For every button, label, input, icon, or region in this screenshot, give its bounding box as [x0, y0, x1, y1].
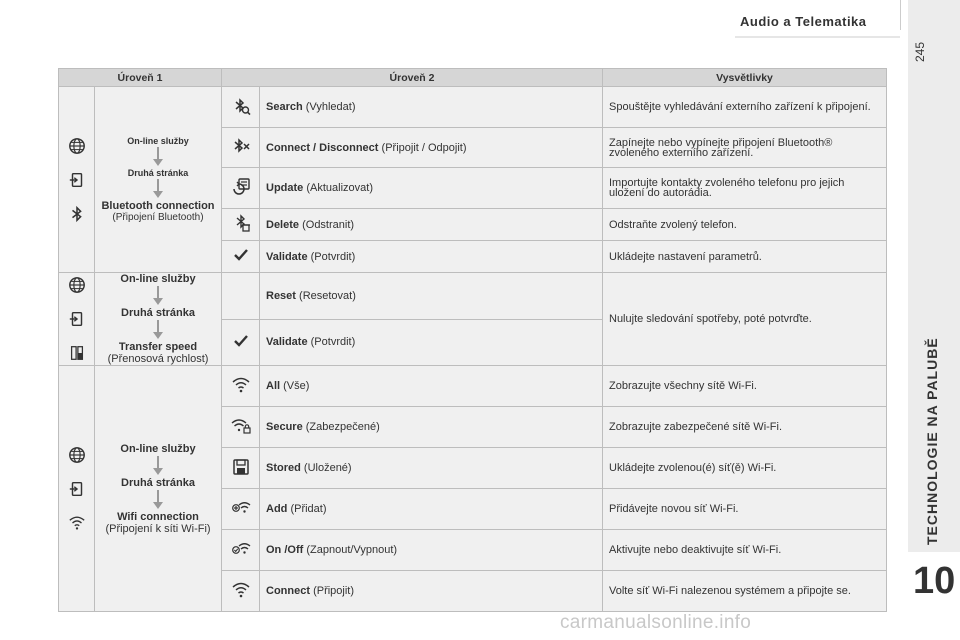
flow-step-bluetooth-cz: (Připojení Bluetooth) — [112, 212, 204, 223]
function-translation: (Potvrdit) — [310, 336, 356, 349]
flow-step-online: On-line služby — [127, 136, 189, 146]
group-icons-wifi — [59, 366, 95, 612]
table-header-row — [59, 69, 887, 87]
wifi-toggle-icon — [222, 530, 260, 571]
function-name: Connect — [266, 585, 310, 597]
header-rule — [735, 36, 900, 38]
function-description: Spouštějte vyhledávání externího zařízení k připojení. — [603, 87, 887, 128]
delete-icon — [222, 209, 260, 241]
page-header-title: Audio a Telematika — [740, 14, 867, 29]
function-name: Validate — [266, 250, 308, 263]
flow-step-online: On-line služby — [120, 442, 196, 455]
function-description: Odstraňte zvolený telefon. — [603, 209, 887, 241]
wifi-icon — [67, 513, 87, 533]
flow-step-transfer-speed: Transfer speed — [118, 341, 198, 353]
function-name: Search — [266, 101, 303, 113]
function-translation: (Vše) — [283, 380, 310, 392]
flow-step-bluetooth: Bluetooth connection — [101, 200, 215, 212]
flow-arrow — [153, 456, 163, 476]
flow-step-transfer-speed-cz: (Přenosová rychlost) — [107, 353, 209, 365]
wifi-icon — [222, 366, 260, 407]
function-label — [260, 366, 603, 407]
flow-step-online: On-line služby — [120, 273, 196, 285]
function-description: Přidávejte novou síť Wi-Fi. — [603, 489, 887, 530]
function-description: Zapínejte nebo vypínejte připojení Bluetooth® zvoleného externího zařízení. — [603, 128, 887, 168]
function-label — [260, 319, 603, 366]
transfer-speed-icon — [67, 343, 87, 363]
function-label — [260, 273, 603, 320]
function-translation: (Aktualizovat) — [306, 182, 373, 194]
function-description: Ukládejte zvolenou(é) síť(ě) Wi-Fi. — [603, 448, 887, 489]
function-name: Add — [266, 503, 288, 515]
header-explanation: Vysvětlivky — [603, 69, 887, 87]
watermark: carmanualsonline.info — [560, 612, 752, 633]
wifi-connect-icon — [222, 571, 260, 612]
flow-step-wifi-connection-cz: (Připojení k síti Wi-Fi) — [105, 522, 211, 535]
function-name: Reset — [266, 289, 296, 302]
function-translation: (Zapnout/Vypnout) — [306, 544, 398, 556]
function-translation: (Přidat) — [290, 503, 327, 515]
function-description: Nulujte sledování spotřeby, poté potvrďte. — [603, 273, 887, 366]
reset-cell — [222, 273, 260, 320]
chapter-number: 10 — [913, 560, 956, 602]
function-label — [260, 209, 603, 241]
wifi-secure-icon — [222, 407, 260, 448]
function-name: Stored — [266, 462, 301, 474]
function-label — [260, 128, 603, 168]
function-translation: (Resetovat) — [299, 289, 356, 302]
table-row — [59, 366, 887, 407]
flow-arrow — [153, 179, 163, 199]
function-label — [260, 448, 603, 489]
function-name: All — [266, 380, 281, 392]
function-label — [260, 241, 603, 273]
function-name: Connect / Disconnect — [266, 141, 379, 154]
function-translation: (Vyhledat) — [305, 101, 356, 113]
globe-icon — [67, 275, 87, 295]
bluetooth-connect-icon — [222, 128, 260, 168]
function-name: Validate — [266, 336, 308, 349]
function-translation: (Připojit / Odpojit) — [381, 141, 467, 154]
bluetooth-icon — [67, 204, 87, 224]
header-level-1: Úroveň 1 — [59, 69, 222, 87]
flow-step-second-page: Druhá stránka — [127, 168, 189, 178]
save-icon — [222, 448, 260, 489]
flow-step-wifi-connection: Wifi connection — [117, 510, 199, 523]
function-label — [260, 168, 603, 209]
function-description: Zobrazujte všechny sítě Wi-Fi. — [603, 366, 887, 407]
phone-icon — [67, 479, 87, 499]
flow-arrow — [153, 147, 163, 167]
table-row — [59, 273, 887, 320]
globe-icon — [67, 445, 87, 465]
function-translation: (Připojit) — [313, 585, 355, 597]
function-description: Aktivujte nebo deaktivujte síť Wi-Fi. — [603, 530, 887, 571]
section-label: TECHNOLOGIE NA PALUBĚ — [924, 337, 940, 545]
group-icons-bluetooth — [59, 87, 95, 273]
group-flow-wifi — [95, 366, 222, 612]
function-description: Importujte kontakty zvoleného telefonu pro jejich uložení do autorádia. — [603, 168, 887, 209]
function-name: Update — [266, 182, 304, 194]
function-translation: (Uložené) — [303, 462, 352, 474]
function-name: On /Off — [266, 544, 304, 556]
table-row — [59, 87, 887, 128]
check-icon — [222, 241, 260, 273]
flow-step-second-page: Druhá stránka — [121, 476, 195, 489]
check-icon — [222, 319, 260, 366]
function-label — [260, 489, 603, 530]
function-name: Delete — [266, 218, 300, 231]
function-translation: (Potvrdit) — [310, 250, 356, 263]
function-translation: (Odstranit) — [302, 218, 355, 231]
function-label — [260, 87, 603, 128]
flow-arrow — [153, 320, 163, 340]
phone-icon — [67, 170, 87, 190]
search-bluetooth-icon — [222, 87, 260, 128]
header-level-2: Úroveň 2 — [222, 69, 603, 87]
update-contacts-icon — [222, 168, 260, 209]
flow-step-second-page: Druhá stránka — [121, 307, 195, 319]
globe-icon — [67, 136, 87, 156]
function-label — [260, 571, 603, 612]
flow-arrow — [153, 286, 163, 306]
function-name: Secure — [266, 421, 303, 433]
function-description: Ukládejte nastavení parametrů. — [603, 241, 887, 273]
function-description: Zobrazujte zabezpečené sítě Wi-Fi. — [603, 407, 887, 448]
wifi-add-icon — [222, 489, 260, 530]
group-icons-transfer — [59, 273, 95, 366]
function-label — [260, 407, 603, 448]
function-translation: (Zabezpečené) — [305, 421, 380, 433]
group-flow-bluetooth — [95, 87, 222, 273]
phone-icon — [67, 309, 87, 329]
settings-table — [58, 68, 887, 612]
group-flow-transfer — [95, 273, 222, 366]
function-label — [260, 530, 603, 571]
flow-arrow — [153, 490, 163, 510]
function-description: Volte síť Wi-Fi nalezenou systémem a připojte se. — [603, 571, 887, 612]
page-number: 245 — [913, 41, 927, 62]
header-tick — [900, 0, 901, 30]
